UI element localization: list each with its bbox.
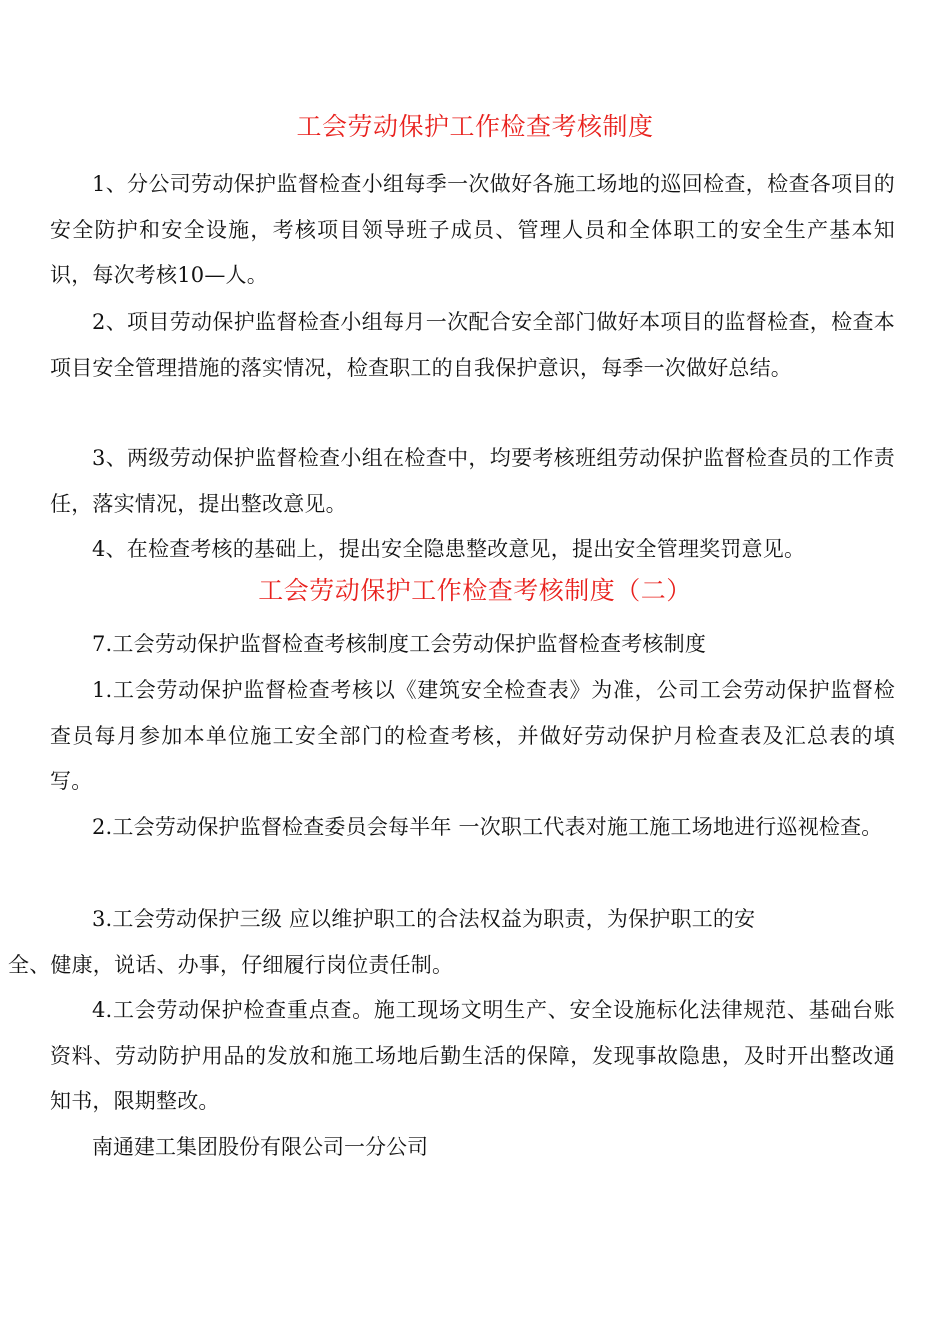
- paragraph-item-2: 2、项目劳动保护监督检查小组每月一次配合安全部门做好本项目的监督检查，检查本项目安全管理措施的落实情况，检查职工的自我保护意识，每季一次做好总结。: [50, 310, 895, 380]
- paragraph-rule-4: 4.工会劳动保护检查重点查。施工现场文明生产、安全设施标化法律规范、基础台账资料、劳动防护用品的发放和施工场地后勤生活的保障，发现事故隐患，及时开出整改通知书，限期整改。: [50, 998, 895, 1113]
- paragraph-rule-3: [8, 897, 895, 988]
- paragraph-item-intro: 7.工会劳动保护监督检查考核制度工会劳动保护监督检查考核制度: [92, 632, 707, 656]
- paragraph-rule-1: 1.工会劳动保护监督检查考核以《建筑安全检查表》为准，公司工会劳动保护监督检查员每月参加本单位施工安全部门的检查考核，并做好劳动保护月检查表及汇总表的填写。: [50, 678, 895, 793]
- paragraph-rule-2: 2.工会劳动保护监督检查委员会每半年 一次职工代表对施工施工场地进行巡视检查。: [92, 815, 883, 839]
- document-subtitle: 工会劳动保护工作检查考核制度（二）: [258, 576, 692, 605]
- paragraph-rule-3-line-1: 3.工会劳动保护三级 应以维护职工的合法权益为职责，为保护职工的安: [92, 907, 756, 931]
- paragraph-rule-3-line-2: 全、健康，说话、办事，仔细履行岗位责任制。: [8, 952, 454, 977]
- paragraph-item-4: 4、在检查考核的基础上，提出安全隐患整改意见，提出安全管理奖罚意见。: [92, 537, 806, 561]
- paragraph-item-3: 3、两级劳动保护监督检查小组在检查中，均要考核班组劳动保护监督检查员的工作责任，落实情况，提出整改意见。: [50, 446, 895, 516]
- paragraph-item-1: 1、分公司劳动保护监督检查小组每季一次做好各施工场地的巡回检查，检查各项目的安全防护和安全设施，考核项目领导班子成员、管理人员和全体职工的安全生产基本知识，每次考核10—人。: [50, 172, 895, 287]
- company-signature: 南通建工集团股份有限公司一分公司: [92, 1135, 428, 1159]
- document-title: 工会劳动保护工作检查考核制度: [296, 112, 654, 141]
